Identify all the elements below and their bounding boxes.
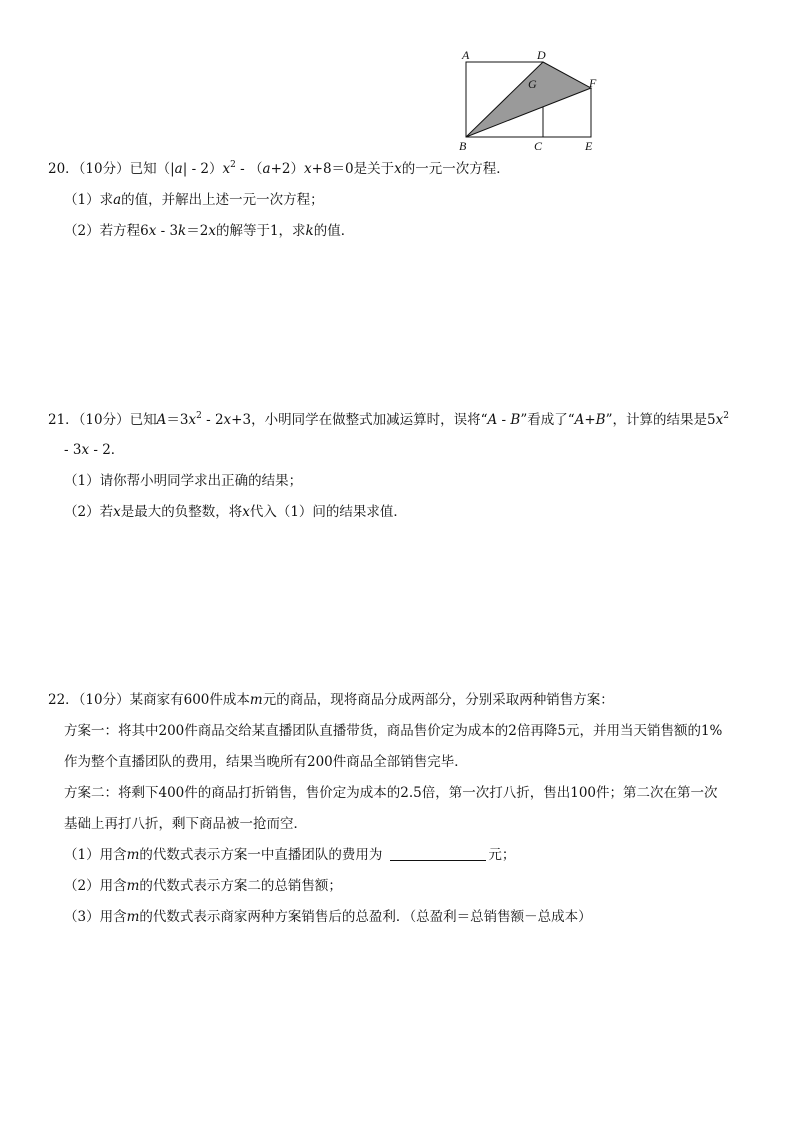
q22-plan1-line1: 方案一：将其中200件商品交给某直播团队直播带货，商品售价定为成本的2倍再降5元，并用当天销售额的1% [64, 723, 723, 739]
q21-part2: （2）若x是最大的负整数，将x代入（1）问的结果求值． [64, 504, 407, 520]
geometry-diagram [440, 44, 620, 156]
shaded-triangle-bdf [466, 62, 591, 137]
q20-part2: （2）若方程6x - 3k＝2x的解等于1，求k的值． [64, 223, 355, 239]
q22-plan2-line1: 方案二：将剩下400件的商品打折销售，售价定为成本的2.5倍，第一次打八折，售出100件；第二次在第一次 [64, 785, 718, 801]
q21-stem: 21．（10分）已知$A=3x^2 - 2x+3$，小明同学在做整式加减运算时，误将“A - B”看成了“A+B”，计算的结果是$5x^2$ [48, 411, 729, 428]
q22-number: 22．（10分） [48, 692, 130, 708]
label-a: A [462, 48, 470, 62]
q21-number: 21．（10分） [48, 412, 130, 428]
q22-plan1-line2: 作为整个直播团队的费用，结果当晚所有200件商品全部销售完毕． [64, 754, 468, 770]
q21-stem-cont: - 3x - 2． [64, 442, 125, 458]
q22-stem: 22．（10分）某商家有600件成本m元的商品，现将商品分成两部分，分别采取两种销售方案： [48, 692, 614, 708]
label-c: C [534, 139, 543, 153]
q20-part1: （1）求a的值，并解出上述一元一次方程； [64, 192, 324, 208]
label-b: B [459, 139, 467, 153]
q22-part1: （1）用含m的代数式表示方案一中直播团队的费用为 元； [64, 847, 516, 863]
q22-plan2-line2: 基础上再打八折，剩下商品被一抢而空． [64, 816, 307, 832]
label-e: E [585, 139, 593, 153]
q21-part1: （1）请你帮小明同学求出正确的结果； [64, 473, 303, 489]
q22-part3: （3）用含m的代数式表示商家两种方案销售后的总盈利．（总盈利＝总销售额－总成本） [64, 909, 592, 925]
label-f: F [589, 76, 597, 90]
q22-part2: （2）用含m的代数式表示方案二的总销售额； [64, 878, 342, 894]
label-d: D [537, 48, 546, 62]
geometry-figure [440, 44, 620, 156]
label-g: G [528, 77, 537, 91]
q20-stem: 20．（10分）已知$(|a| - 2)x^2 - (a+2)x+8=0$是关于x的一元一次方程． [48, 160, 510, 177]
answer-blank[interactable] [390, 846, 486, 861]
q20-number: 20．（10分） [48, 161, 130, 177]
